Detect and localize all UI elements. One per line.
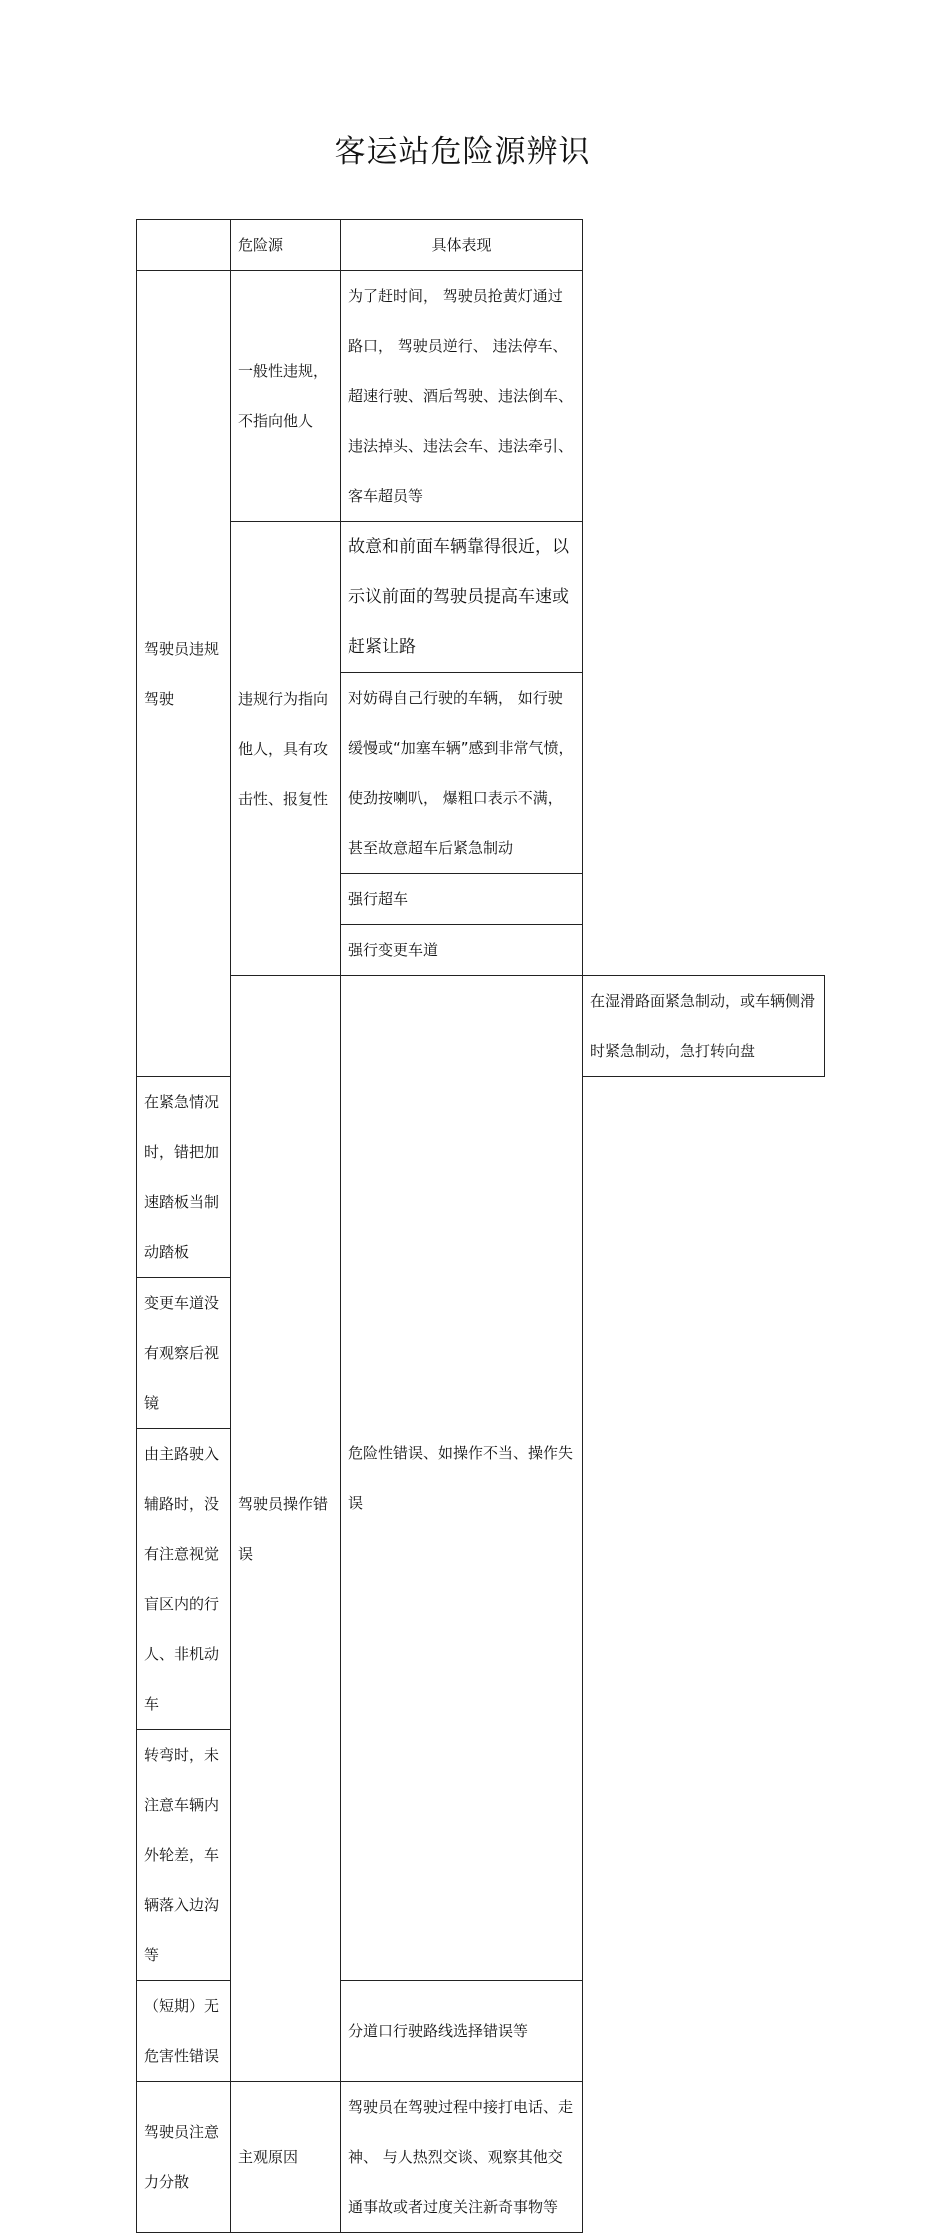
detail-cell: 由主路驶入辅路时，没有注意视觉盲区内的行人、非机动车 xyxy=(137,1429,231,1730)
detail-cell: 为了赶时间， 驾驶员抢黄灯通过路口， 驾驶员逆行、 违法停车、超速行驶、酒后驾驶、违法倒车、违法掉头、违法会车、违法牵引、客车超员等 xyxy=(341,271,583,522)
detail-cell: 分道口行驶路线选择错误等 xyxy=(341,1981,583,2082)
detail-cell: 强行变更车道 xyxy=(341,925,583,976)
detail-cell: 在湿滑路面紧急制动，或车辆侧滑时紧急制动，急打转向盘 xyxy=(583,976,825,1077)
detail-cell: 故意和前面车辆靠得很近，以示议前面的驾驶员提高车速或赶紧让路 xyxy=(341,522,583,673)
detail-cell: 转弯时，未注意车辆内外轮差，车辆落入边沟等 xyxy=(137,1730,231,1981)
hazard-cell: 违规行为指向他人，具有攻击性、报复性 xyxy=(231,522,341,976)
hazard-cell: 一般性违规，不指向他人 xyxy=(231,271,341,522)
hazard-cell: 主观原因 xyxy=(231,2082,341,2233)
table-row xyxy=(137,522,825,673)
hazard-cell: 危险性错误、如操作不当、操作失误 xyxy=(341,976,583,1981)
header-cell-category xyxy=(137,220,231,271)
category-cell: 驾驶员违规驾驶 xyxy=(137,271,231,1077)
table-header-row xyxy=(137,220,825,271)
page-title: 客运站危险源辨识 xyxy=(334,134,591,170)
table-row xyxy=(137,2082,825,2233)
header-cell-detail: 具体表现 xyxy=(341,220,583,271)
detail-cell: 变更车道没有观察后视镜 xyxy=(137,1278,231,1429)
category-cell: 驾驶员操作错误 xyxy=(231,976,341,2082)
table-row xyxy=(137,271,825,522)
detail-cell: 在紧急情况时，错把加速踏板当制动踏板 xyxy=(137,1077,231,1278)
header-cell-hazard: 危险源 xyxy=(231,220,341,271)
detail-cell: 驾驶员在驾驶过程中接打电话、走神、 与人热烈交谈、观察其他交通事故或者过度关注新奇事物等 xyxy=(341,2082,583,2233)
hazard-table xyxy=(136,219,825,2233)
category-cell: 驾驶员注意力分散 xyxy=(137,2082,231,2233)
detail-cell: 强行超车 xyxy=(341,874,583,925)
hazard-cell: （短期）无危害性错误 xyxy=(137,1981,231,2082)
table-row xyxy=(137,976,825,1077)
detail-cell: 对妨碍自己行驶的车辆， 如行驶缓慢或“加塞车辆”感到非常气愤， 使劲按喇叭， 爆粗口表示不满，甚至故意超车后紧急制动 xyxy=(341,673,583,874)
